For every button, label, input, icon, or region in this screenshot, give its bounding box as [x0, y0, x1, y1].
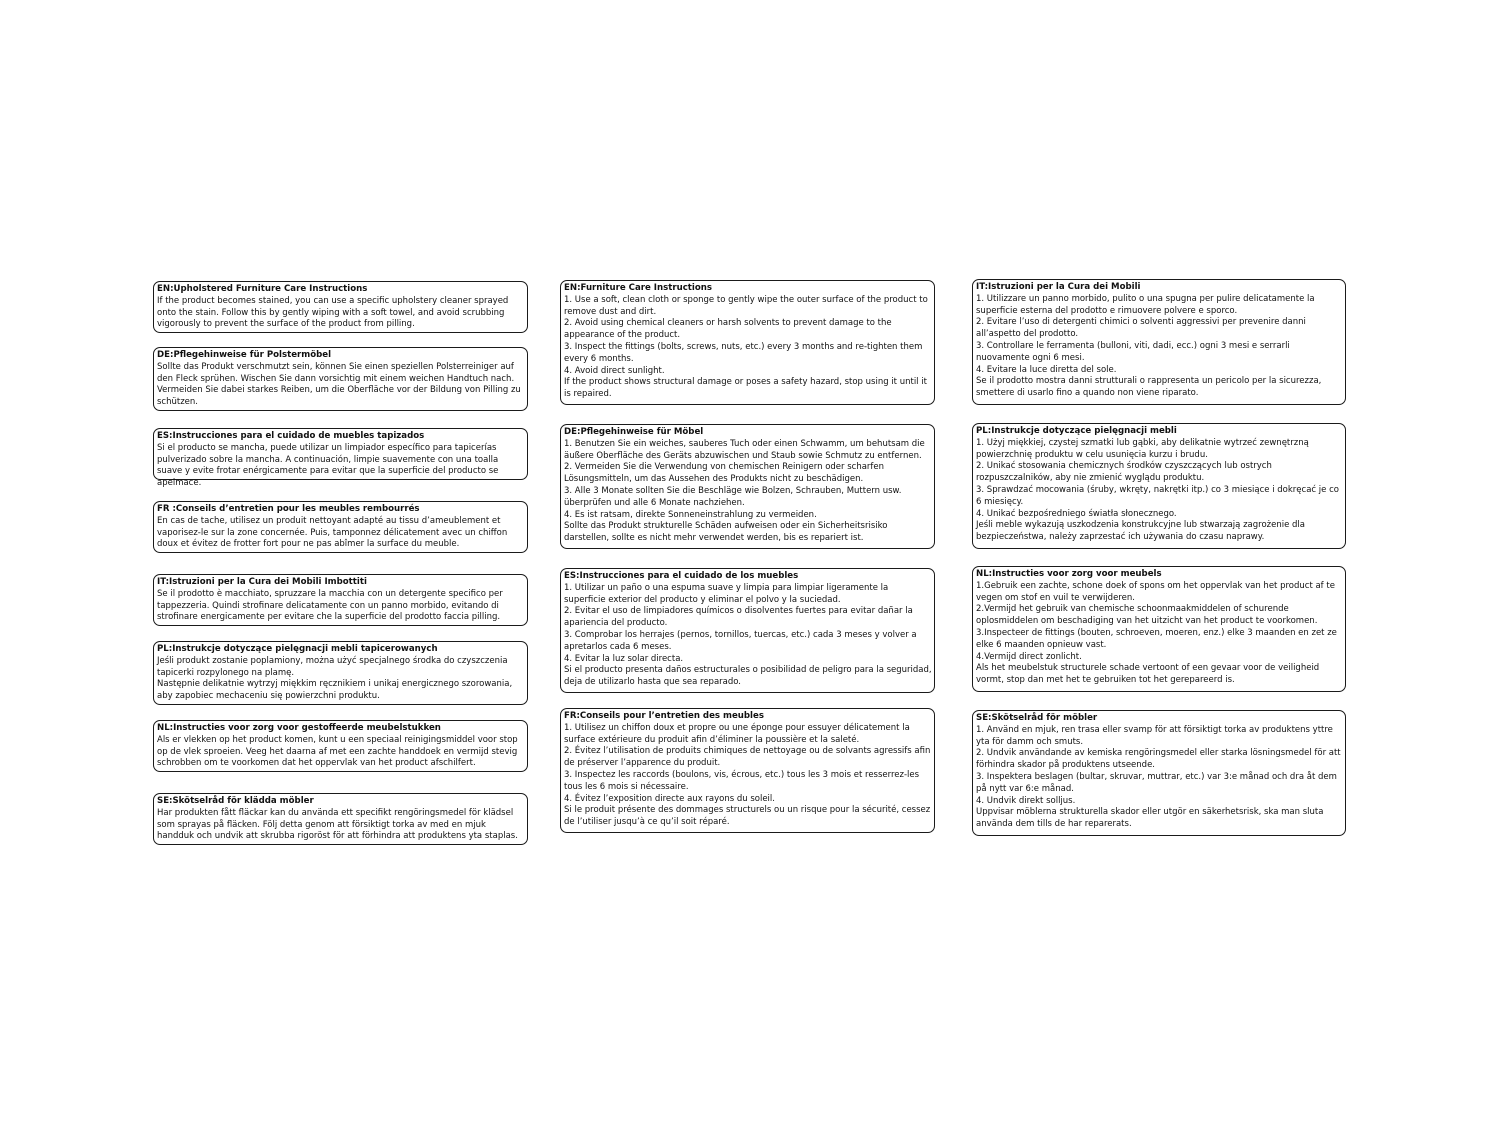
care-box-text: En cas de tache, utilisez un produit nettoyant adapté au tissu d’ameublement et vaporisez-le sur la zone concernée. Puis, tamponnez délicatement avec un chiffon doux et évitez de frotter fort pour ne pas abîmer la surface du meuble. [157, 515, 508, 550]
care-box-title: ES:Instrucciones para el cuidado de muebles tapizados [157, 431, 425, 441]
care-box-fr [153, 501, 528, 553]
care-box-title: DE:Pflegehinweise für Möbel [564, 427, 704, 437]
care-box-it [972, 279, 1346, 405]
care-box-de [153, 347, 528, 411]
care-box-text: 1. Utilizar un paño o una espuma suave y limpia para limpiar ligeramente la superficie exterior del producto y eliminar el polvo y la suciedad. 2. Evitar el uso de limpiadores químicos o disolventes fuertes para evitar dañar la apariencia del producto. 3. Comprobar los herrajes (pernos, tornillos, tuercas, etc.) cada 3 meses y volver a apretarlos cada 6 meses. 4. Evitar la luz solar directa. Si el producto presenta daños estructurales o posibilidad de peligro para la seguridad, deja de utilizarlo hasta que sea reparado. [564, 582, 932, 688]
care-box-text: Als er vlekken op het product komen, kunt u een speciaal reinigingsmiddel voor stop op de vlek sproeien. Veeg het daarna af met een zachte handdoek en vermijd stevig schrobben om te voorkomen dat het oppervlak van het product afschilfert. [157, 734, 518, 769]
care-box-title: NL:Instructies voor zorg voor meubels [976, 569, 1162, 579]
care-box-text: Har produkten fått fläckar kan du använda ett specifikt rengöringsmedel för klädsel som sprayas på fläcken. Följ detta genom att försiktigt torka av med en mjuk handduk och undvik att skrubba rigoröst för att förhindra att produktens yta staplas. [157, 807, 518, 842]
care-box-de [560, 424, 935, 549]
care-box-text: 1. Använd en mjuk, ren trasa eller svamp för att försiktigt torka av produktens yttre yta för damm och smuts. 2. Undvik användande av kemiska rengöringsmedel eller starka lösningsmedel för att förhindra skador på produktens utseende. 3. Inspektera beslagen (bultar, skruvar, muttrar, etc.) var 3:e månad och dra åt dem på nytt var 6:e månad. 4. Undvik direkt solljus. Uppvisar möblerna strukturella skador eller utgör en säkerhetsrisk, ska man sluta använda dem tills de har reparerats. [976, 724, 1341, 830]
care-box-title: EN:Upholstered Furniture Care Instructions [157, 284, 368, 294]
care-box-title: DE:Pflegehinweise für Polstermöbel [157, 350, 332, 360]
care-box-se [972, 710, 1346, 836]
care-box-pl [972, 423, 1346, 549]
care-box-fr [560, 708, 935, 833]
care-box-nl [972, 566, 1346, 692]
care-box-text: Sollte das Produkt verschmutzt sein, können Sie einen speziellen Polsterreiniger auf den Fleck sprühen. Wischen Sie dann vorsichtig mit einem weichen Handtuch nach. Vermeiden Sie dabei starkes Reiben, um die Oberfläche vor der Bildung von Pilling zu schützen. [157, 361, 521, 408]
care-box-title: PL:Instrukcje dotyczące pielęgnacji mebli tapicerowanych [157, 644, 438, 654]
care-box-es [560, 568, 935, 693]
care-box-text: 1.Gebruik een zachte, schone doek of spons om het oppervlak van het product af te vegen om stof en vuil te verwijderen. 2.Vermijd het gebruik van chemische schoonmaakmiddelen of schurende oplosmiddelen om beschadiging van het uitzicht van het product te voorkomen. 3.Inspecteer de fittings (bouten, schroeven, moeren, enz.) elke 3 maanden en zet ze elke 6 maanden opnieuw vast. 4.Vermijd direct zonlicht. Als het meubelstuk structurele schade vertoont of een gevaar voor de veiligheid vormt, stop dan met het te gebruiken tot het gerepareerd is. [976, 580, 1337, 686]
care-box-text: 1. Utilisez un chiffon doux et propre ou une éponge pour essuyer délicatement la surface extérieure du produit afin d’éliminer la poussière et la saleté. 2. Évitez l’utilisation de produits chimiques de nettoyage ou de solvants agressifs afin de préserver l’apparence du produit. 3. Inspectez les raccords (boulons, vis, écrous, etc.) tous les 3 mois et resserrez-les tous les 6 mois si nécessaire. 4. Évitez l’exposition directe aux rayons du soleil. Si le produit présente des dommages structurels ou un risque pour la sécurité, cessez de l’utiliser jusqu’à ce qu’il soit réparé. [564, 722, 931, 828]
care-box-text: 1. Benutzen Sie ein weiches, sauberes Tuch oder einen Schwamm, um behutsam die äußere Oberfläche des Geräts abzuwischen und Staub sowie Schmutz zu entfernen. 2. Vermeiden Sie die Verwendung von chemischen Reinigern oder scharfen Lösungsmitteln, um das Aussehen des Produkts nicht zu beschädigen. 3. Alle 3 Monate sollten Sie die Beschläge wie Bolzen, Schrauben, Muttern usw. überprüfen und alle 6 Monate nachziehen. 4. Es ist ratsam, direkte Sonneneinstrahlung zu vermeiden. Sollte das Produkt strukturelle Schäden aufweisen oder ein Sicherheitsrisiko darstellen, sollte es nicht mehr verwendet werden, bis es repariert ist. [564, 438, 925, 544]
care-box-text: 1. Użyj miękkiej, czystej szmatki lub gąbki, aby delikatnie wytrzeć zewnętrzną powierzchnię produktu w celu usunięcia kurzu i brudu. 2. Unikać stosowania chemicznych środków czyszczących lub ostrych rozpuszczalników, aby nie zmienić wyglądu produktu. 3. Sprawdzać mocowania (śruby, wkręty, nakrętki itp.) co 3 miesiące i dokręcać je co 6 miesięcy. 4. Unikać bezpośredniego światła słonecznego. Jeśli meble wykazują uszkodzenia konstrukcyjne lub stwarzają zagrożenie dla bezpieczeństwa, należy zaprzestać ich używania do czasu naprawy. [976, 437, 1339, 543]
care-box-title: PL:Instrukcje dotyczące pielęgnacji mebli [976, 426, 1177, 436]
care-box-pl [153, 641, 528, 705]
care-box-en [153, 281, 528, 333]
care-box-text: 1. Use a soft, clean cloth or sponge to gently wipe the outer surface of the product to remove dust and dirt. 2. Avoid using chemical cleaners or harsh solvents to prevent damage to the appearance of the product. 3. Inspect the fittings (bolts, screws, nuts, etc.) every 3 months and re-tighten them every 6 months. 4. Avoid direct sunlight. If the product shows structural damage or poses a safety hazard, stop using it until it is repaired. [564, 294, 928, 400]
care-box-title: FR :Conseils d’entretien pour les meubles rembourrés [157, 504, 420, 514]
care-box-title: FR:Conseils pour l’entretien des meubles [564, 711, 764, 721]
care-box-en [560, 280, 935, 405]
care-box-title: IT:Istruzioni per la Cura dei Mobili Imbottiti [157, 577, 367, 587]
care-box-title: EN:Furniture Care Instructions [564, 283, 712, 293]
care-box-nl [153, 720, 528, 772]
care-box-text: If the product becomes stained, you can use a specific upholstery cleaner sprayed onto the stain. Follow this by gently wiping with a soft towel, and avoid scrubbing vigorously to prevent the surface of the product from pilling. [157, 295, 509, 330]
care-box-es [153, 428, 528, 489]
care-box-it [153, 574, 528, 626]
care-box-text: 1. Utilizzare un panno morbido, pulito o una spugna per pulire delicatamente la superficie esterna del prodotto e rimuovere polvere e sporco. 2. Evitare l’uso di detergenti chimici o solventi aggressivi per prevenire danni all’aspetto del prodotto. 3. Controllare le ferramenta (bulloni, viti, dadi, ecc.) ogni 3 mesi e serrarli nuovamente ogni 6 mesi. 4. Evitare la luce diretta del sole. Se il prodotto mostra danni strutturali o rappresenta un pericolo per la sicurezza, smettere di usarlo fino a quando non viene riparato. [976, 293, 1322, 399]
care-box-title: SE:Skötselråd för möbler [976, 713, 1098, 723]
care-box-se [153, 793, 528, 845]
care-box-text: Si el producto se mancha, puede utilizar un limpiador específico para tapicerías pulverizado sobre la mancha. A continuación, limpie suavemente con una toalla suave y evite frotar enérgicamente para evitar que la superficie del producto se apelmace. [157, 442, 499, 489]
care-box-text: Se il prodotto è macchiato, spruzzare la macchia con un detergente specifico per tappezzeria. Quindi strofinare delicatamente con un panno morbido, evitando di strofinare energicamente per evitare che la superficie del prodotto faccia pilling. [157, 588, 503, 623]
care-box-title: ES:Instrucciones para el cuidado de los muebles [564, 571, 799, 581]
care-box-title: NL:Instructies voor zorg voor gestoffeerde meubelstukken [157, 723, 441, 733]
care-box-title: SE:Skötselråd för klädda möbler [157, 796, 314, 806]
care-box-title: IT:Istruzioni per la Cura dei Mobili [976, 282, 1141, 292]
care-box-text: Jeśli produkt zostanie poplamiony, można użyć specjalnego środka do czyszczenia tapicerki rozpylonego na plamę. Następnie delikatnie wytrzyj miękkim ręcznikiem i unikaj energicznego szorowania, aby zapobiec mechaceniu się powierzchni produktu. [157, 655, 513, 702]
